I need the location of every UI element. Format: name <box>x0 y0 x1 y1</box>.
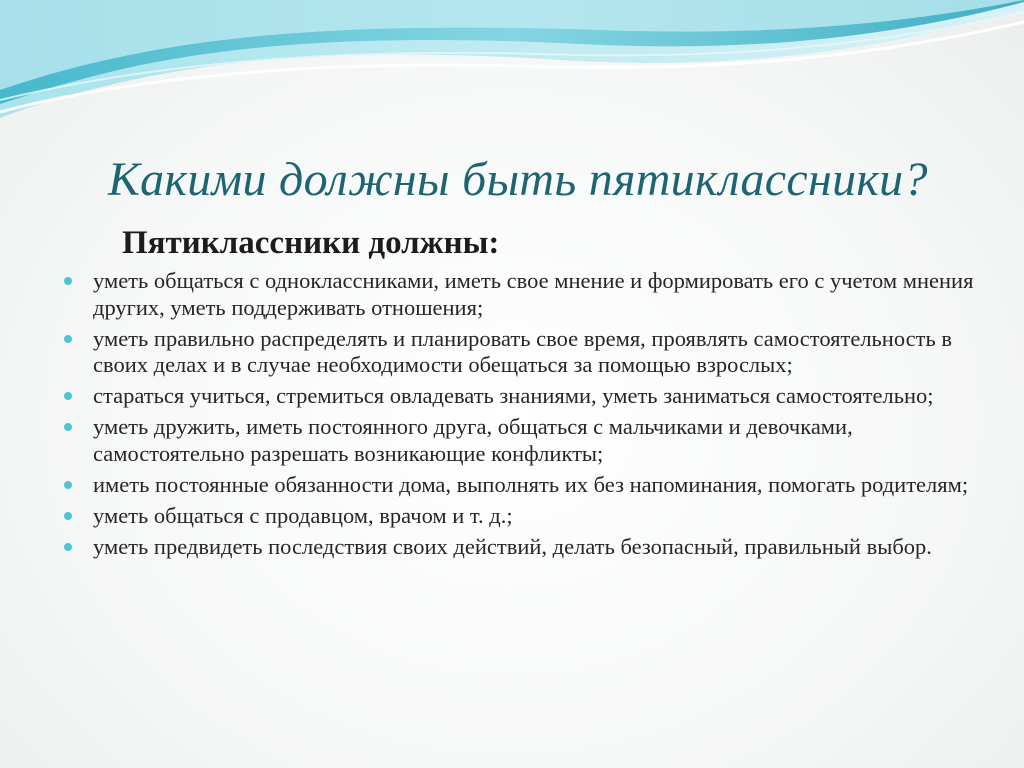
bullet-text: уметь правильно распределять и планировать свое время, проявлять самостоятельность в своих делах и в случае необходимости обещаться за помощью взрослых; <box>93 325 952 377</box>
bullet-text: стараться учиться, стремиться овладевать знаниями, уметь заниматься самостоятельно; <box>93 383 934 408</box>
bullet-text: уметь общаться с одноклассниками, иметь свое мнение и формировать его с учетом мнения других, уметь поддерживать отношения; <box>93 268 974 320</box>
bullet-text: уметь предвидеть последствия своих действий, делать безопасный, правильный выбор. <box>93 533 932 559</box>
bullet-dot-icon <box>64 543 72 551</box>
bullet-dot-icon <box>64 392 72 400</box>
bullet-item <box>60 503 980 530</box>
bullet-dot-icon <box>64 481 72 489</box>
bullet-item <box>60 534 980 561</box>
bullet-dot-icon <box>64 277 72 285</box>
bullet-dot-icon <box>64 335 72 343</box>
slide-subtitle: Пятиклассники должны: <box>122 225 500 261</box>
bullet-item <box>60 414 980 467</box>
bullet-item <box>60 383 980 410</box>
bullet-dot-icon <box>64 423 72 431</box>
bullet-dot-icon <box>64 512 72 520</box>
bullet-list <box>60 268 980 565</box>
slide-title: Какими должны быть пятиклассники? <box>108 153 928 206</box>
wave-decoration <box>0 0 1024 140</box>
bullet-text: уметь общаться с продавцом, врачом и т. д.; <box>93 502 513 528</box>
bullet-item <box>60 472 980 499</box>
bullet-text: иметь постоянные обязанности дома, выполнять их без напоминания, помогать родителям; <box>93 471 969 497</box>
bullet-text: уметь дружить, иметь постоянного друга, общаться с мальчиками и девочками, самостоятельно разрешать возникающие конфликты; <box>93 414 853 466</box>
bullet-item <box>60 326 980 379</box>
bullet-item <box>60 268 980 321</box>
